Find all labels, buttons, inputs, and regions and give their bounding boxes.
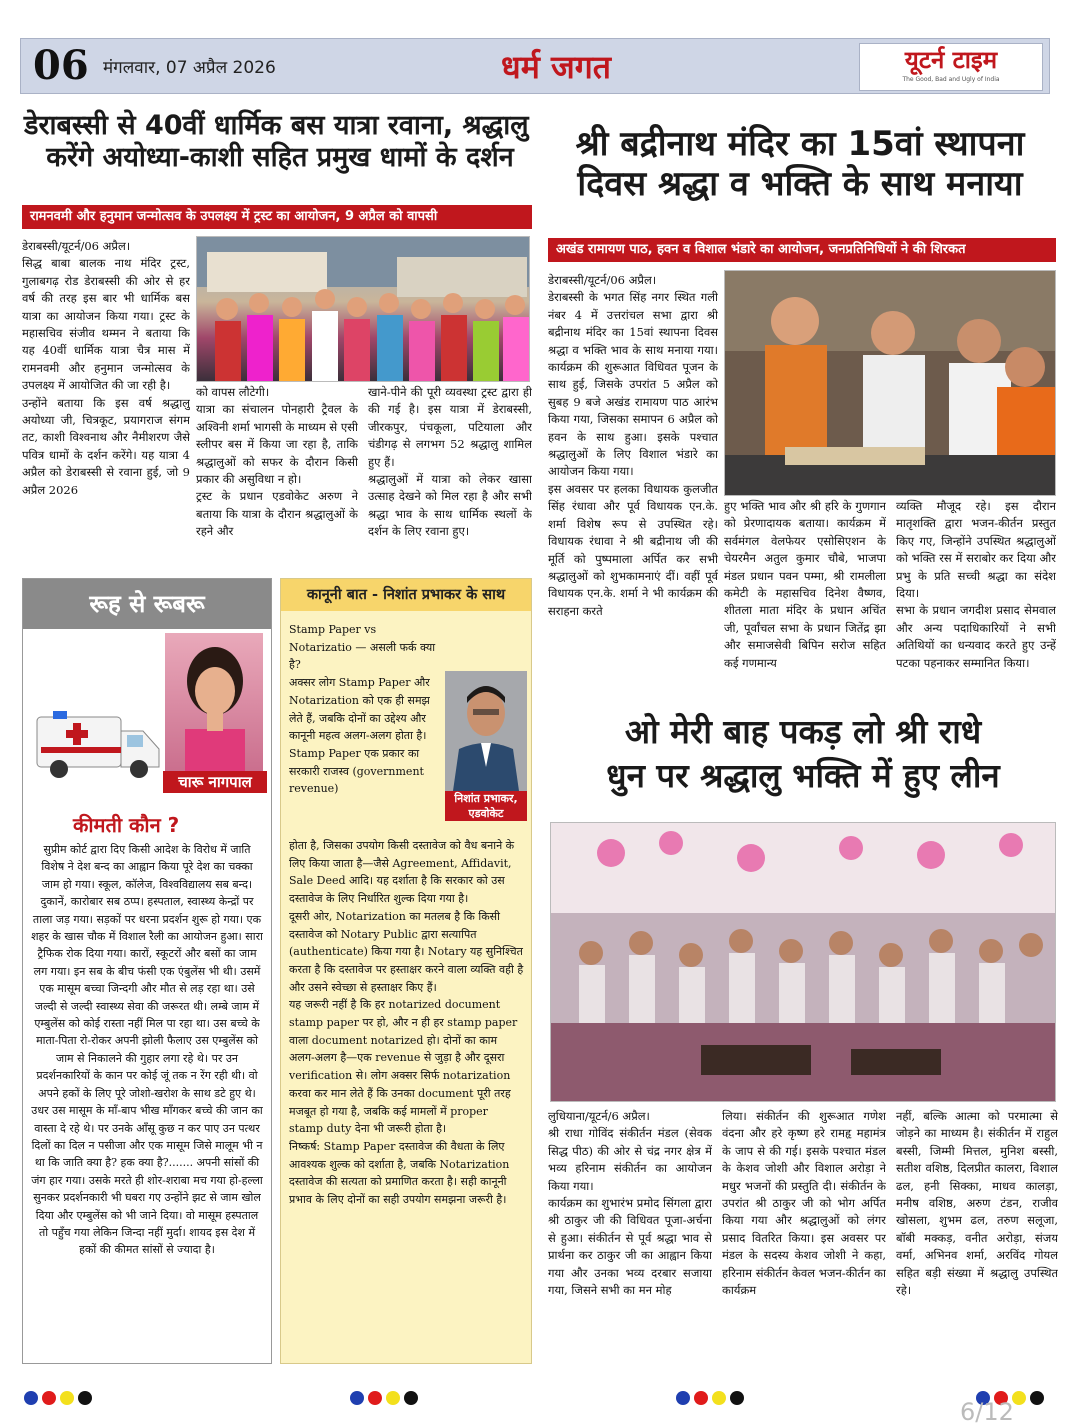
group-photo-illustration xyxy=(197,237,530,382)
issue-date: मंगलवार, 07 अप्रैल 2026 xyxy=(103,58,276,78)
masthead xyxy=(20,38,1050,94)
advocate-photo-caption: निशांत प्रभाकर, एडवोकेट xyxy=(445,791,527,821)
footer-color-dots-1 xyxy=(24,1390,96,1409)
legal-column-header: कानूनी बात - निशांत प्रभाकर के साथ xyxy=(281,579,531,611)
story3-headline-line2: धुन पर श्रद्धालु भक्ति में हुए लीन xyxy=(606,755,1000,795)
sankirtan-photo xyxy=(550,822,1056,1102)
bus-yatra-photo xyxy=(196,236,530,382)
logo-text: यूटर्न टाइम xyxy=(904,46,998,74)
story1-column-2: को वापस लौटेगी। यात्रा का संचालन पोनहारी ट्रैवल के अश्विनी शर्मा भागसी के माध्यम से एसी स्लीपर बस में किया जा रहा है, ताकि श्रद्धालुओं को सफर के दौरान किसी प्रकार की असुविधा न हो। ट्रस्ट के प्रधान एडवोकेट अरुण ने बताया कि यात्रा के दौरान श्रद्धालुओं के रहने और xyxy=(196,385,358,539)
story2-column-2: हुए भक्ति भाव और श्री हरि के गुणगान को प्रेरणादायक बताया। कार्यक्रम में सर्वमंगल वेलफेयर एसोसिएशन के चेयरमैन अतुल कुमार चौबे, भाजपा मंडल प्रधान पवन पम्मा, श्री रामलीला कमेटी के महासचिव दिनेश वैष्णव, शीतला माता मंदिर के प्रधान अचिंत जी, पूर्वांचल सभा के प्रधान जितेंद्र झा और समाजसेवी बिपिन सरोज सहित कई गणमान्य xyxy=(724,499,886,670)
section-title: धर्म जगत xyxy=(501,48,611,86)
story1-headline-line1: डेराबस्सी से 40वीं धार्मिक बस यात्रा रवाना, श्रद्धालु xyxy=(24,110,529,141)
ruh-subhead: कीमती कौन ? xyxy=(73,813,180,837)
ruh-column-title: रूह से रूबरू xyxy=(89,590,205,618)
page-indicator: 6/12 xyxy=(960,1398,1014,1425)
story2-column-1: डेराबस्सी/यूटर्न/06 अप्रैल। डेराबस्सी के भगत सिंह नगर स्थित गली नंबर 4 में उत्तरांचल सभा द्वारा श्री बद्रीनाथ मंदिर का 15वां स्थापना दिवस श्रद्धा व भक्ति भाव के साथ मनाया गया। कार्यक्रम की शुरूआत विधिवत पूजन के साथ हुई, जिसके उपरांत 5 अप्रैल को सुबह 9 बजे अखंड रामायण पाठ आरंभ किया गया, जिसका समापन 6 अप्रैल को हवन के साथ हुआ। इसके पश्चात श्रद्धालुओं के लिए विशाल भंडारे का आयोजन किया गया। इस अवसर पर हलका विधायक कुलजीत सिंह रंधावा और पूर्व विधायक एन.के. शर्मा विशेष रूप से उपस्थित रहे। विधायक रंधावा ने श्री बद्रीनाथ जी की मूर्ति को पुष्पमाला अर्पित कर सभी श्रद्धालुओं को शुभकामनाएं दीं। वहीं पूर्व विधायक एन.के. शर्मा ने भी कार्यक्रम की सराहना करते xyxy=(548,273,718,618)
legal-body-top: Stamp Paper vs Notarizatio — असली फर्क क्या है? अक्सर लोग Stamp Paper और Notarization को एक ही समझ लेते हैं, जबकि दोनों का उद्देश्य और कानूनी महत्व अलग-अलग होता है। Stamp Paper एक प्रकार का सरकारी राजस्व (government revenue) xyxy=(289,623,436,796)
logo-tagline: The Good, Bad and Ugly of India xyxy=(902,76,1000,83)
story3-headline xyxy=(550,710,1056,797)
story1-subhead: रामनवमी और हनुमान जन्मोत्सव के उपलक्ष्य में ट्रस्ट का आयोजन, 9 अप्रैल को वापसी xyxy=(22,205,532,229)
ruh-column-header xyxy=(23,579,271,629)
event-photo-illustration xyxy=(725,271,1056,496)
story1-column-1: डेराबस्सी/यूटर्न/06 अप्रैल। सिद्ध बाबा बालक नाथ मंदिर ट्रस्ट, गुलाबगढ़ रोड डेराबस्सी की ओर से हर वर्ष की तरह इस बार भी धार्मिक बस यात्रा का आयोजन किया गया। ट्रस्ट के महासचिव संजीव थम्मन ने बताया कि यह 40वीं धार्मिक यात्रा चैत्र मास में रामनवमी और हनुमान जन्मोत्सव के उपलक्ष्य में आयोजित की जा रही है। उन्होंने बताया कि इस वर्ष श्रद्धालु अयोध्या जी, चित्रकूट, प्रयागराज संगम तट, काशी विश्वनाथ और नैमीशरण जैसे पवित्र धामों के दर्शन करेंगे। यह यात्रा 4 अप्रैल को डेराबस्सी से रवाना हुई, जो 9 अप्रैल 2026 xyxy=(22,239,190,497)
legal-column xyxy=(280,578,532,1364)
story2-subhead: अखंड रामायण पाठ, हवन व विशाल भंडारे का आयोजन, जनप्रतिनिधियों ने की शिरकत xyxy=(548,238,1056,262)
story2-headline xyxy=(550,124,1050,204)
story2-headline-line2: दिवस श्रद्धा व भक्ति के साथ मनाया xyxy=(577,164,1023,205)
legal-body: होता है, जिसका उपयोग किसी दस्तावेज को वैध बनाने के लिए किया जाता है—जैसे Agreement, Affidavit, Sale Deed आदि। यह दर्शाता है कि सरकार को उस दस्तावेज के लिए निर्धारित शुल्क दिया गया है। दूसरी ओर, Notarization का मतलब है कि किसी दस्तावेज को Notary Public द्वारा सत्यापित (authenticate) किया गया है। Notary यह सुनिश्चित करता है कि दस्तावेज पर हस्ताक्षर करने वाला व्यक्ति वही है और उसने स्वेच्छा से हस्ताक्षर किए हैं। यह जरूरी नहीं है कि हर notarized document stamp paper पर हो, और न ही हर stamp paper वाला document notarized हो। दोनों का काम अलग-अलग है—एक revenue से जुड़ा है और दूसरा verification से। लोग अक्सर सिर्फ notarization करवा कर मान लेते हैं कि उनका document पूरी तरह मजबूत हो गया है, जबकि कई मामलों में proper stamp duty देना भी जरूरी होता है। निष्कर्ष: Stamp Paper दस्तावेज की वैधता के लिए आवश्यक शुल्क को दर्शाता है, जबकि Notarization दस्तावेज की सत्यता को प्रमाणित करता है। सही कानूनी प्रभाव के लिए दोनों का सही उपयोग समझना जरूरी है। xyxy=(289,839,524,1207)
story1-headline xyxy=(24,110,536,174)
sankirtan-photo-illustration xyxy=(551,823,1056,1102)
author-name-tag: चारू नागपाल xyxy=(163,771,267,793)
footer-color-dots-2 xyxy=(350,1390,422,1409)
ambulance-illustration xyxy=(33,707,165,787)
ruh-column xyxy=(22,578,272,1364)
story3-column-3: नहीं, बल्कि आत्मा को परमात्मा से जोड़ने का माध्यम है। संकीर्तन में राहुल बस्सी, जिम्मी मित्तल, मुनिश बस्सी, सतीश वशिष्ठ, दिलप्रीत कालरा, विशाल ढल, हनी सिक्का, माधव कालड़ा, मनीष वशिष्ठ, अरुण टंडन, राजीव खोसला, शुभम ढल, तरुण सलूजा, बॉबी मक्कड़, वनीत अरोड़ा, संजय वर्मा, अभिनव शर्मा, अरविंद गोयल सहित बड़ी संख्या में श्रद्धालु उपस्थित रहे। xyxy=(896,1109,1058,1298)
story1-column-3: खाने-पीने की पूरी व्यवस्था ट्रस्ट द्वारा ही की गई है। इस यात्रा में डेराबस्सी, जीरकपुर, पंचकूला, पटियाला और चंडीगढ़ से लगभग 52 श्रद्धालु शामिल हुए हैं। श्रद्धालुओं में यात्रा को लेकर खासा उत्साह देखने को मिल रहा है और सभी श्रद्धा भाव के साथ धार्मिक स्थलों के दर्शन के लिए रवाना हुए। xyxy=(368,385,532,539)
story3-headline-line1: ओ मेरी बाह पकड़ लो श्री राधे xyxy=(624,712,982,751)
story3-column-2: लिया। संकीर्तन की शुरूआत गणेश वंदना और हरे कृष्ण हरे रामहृ महामंत्र के जाप से की गई। इसके पश्चात मंडल के केशव जोशी और विशाल अरोड़ा ने मधुर भजनों की प्रस्तुति दी। संकीर्तन के उपरांत श्री ठाकुर जी को भोग अर्पित किया गया और श्रद्धालुओं को लंगर प्रसाद वितरित किया। इस अवसर पर मंडल के सदस्य केशव जोशी ने कहा, हरिनाम संकीर्तन केवल भजन-कीर्तन का कार्यक्रम xyxy=(722,1109,886,1298)
story3-column-1: लुधियाना/यूटर्न/6 अप्रैल। श्री राधा गोविंद संकीर्तन मंडल (सेवक सिद्ध पीठ) की ओर से चंद्र नगर क्षेत्र में भव्य हरिनाम संकीर्तन का आयोजन किया गया। कार्यक्रम का शुभारंभ प्रमोद सिंगला द्वारा श्री ठाकुर जी की विधिवत पूजा-अर्चना से हुआ। संकीर्तन से पूर्व श्रद्धा भाव से प्रार्थना कर ठाकुर जी का आह्वान किया गया और उनका भव्य दरबार सजाया गया, जिसने सभी का मन मोह xyxy=(548,1109,712,1298)
page-number: 06 xyxy=(33,42,89,89)
author-portrait xyxy=(165,633,263,783)
story1-headline-line2: करेंगे अयोध्या-काशी सहित प्रमुख धामों के दर्शन xyxy=(46,141,514,173)
badrinath-event-photo xyxy=(724,270,1056,496)
footer-color-dots-3 xyxy=(676,1390,748,1409)
ruh-body: सुप्रीम कोर्ट द्वारा दिए किसी आदेश के विरोध में जाति विशेष ने देश बन्द का आह्वान किया पूरे देश का चक्का जाम हो गया। स्कूल, कॉलेज, विश्वविद्यालय सब बन्द। दुकानें, कारोबार सब ठप्प। हस्पताल, स्वास्थ्य केन्द्रों पर ताला जड़ गया। सड़कों पर धरना प्रदर्शन शुरू हो गया। एक शहर के खास चौक में विशाल रैली का आयोजन हुआ। सारा ट्रैफिक रोक दिया गया। कारों, स्कूटरों और बसों का जाम लग गया। इन सब के बीच फंसी एक एंबुलेंस भी थी। उसमें एक मासूम बच्चा जिन्दगी और मौत से लड़ रहा था। उसे जल्दी से जल्दी स्वास्थ्य सेवा की जरूरत थी। लम्बे जाम में एम्बुलेंस को कोई रास्ता नहीं मिल पा रहा था। उस बच्चे के माता-पिता रो-रोकर अपनी झोली फैलाए उस एम्बुलेंस को जाम से निकालने की गुहार लगा रहे थे। पर उन प्रदर्शनकारियों के कान पर कोई जूं तक न रेंग रही थी। वो अपने हकों के लिए पूरे जोशो-खरोश के साथ डटे हुए थे। उधर उस मासूम के माँ-बाप भीख माँगकर बच्चे की जान का वास्ता दे रहे थे। पर उनके आँसू कुछ न कर पाए उन पत्थर दिलों का दिल न पसीजा और एक मासूम जिसे मालूम भी न था कि जाति क्या है? हक क्या है?....... अपनी सांसों की जंग हार गया। उसके मरते ही शोर-शराबा मच गया हो-हल्ला सुनकर प्रदर्शनकारी भी घबरा गए उन्होंने झट से जाम खोल दिया और एम्बुलेंस को भी जाने दिया। वो मासूम हस्पताल तो पहुँच गया लेकिन जिन्दा नहीं मुर्दा। शायद इस देश में हकों की कीमत सांसों से ज्यादा है। xyxy=(31,843,263,1257)
logo xyxy=(859,43,1043,91)
advocate-photo xyxy=(445,671,527,791)
story2-headline-line1: श्री बद्रीनाथ मंदिर का 15वां स्थापना xyxy=(575,124,1025,164)
story2-column-3: व्यक्ति मौजूद रहे। इस दौरान मातृशक्ति द्वारा भजन-कीर्तन प्रस्तुत किए गए, जिन्होंने उपस्थित श्रद्धालुओं को भक्ति रस में सराबोर कर दिया और प्रभु के प्रति सच्ची श्रद्धा का संदेश दिया। सभा के प्रधान जगदीश प्रसाद सेमवाल और अन्य पदाधिकारियों ने सभी अतिथियों का धन्यवाद करते हुए उन्हें पटका पहनाकर सम्मानित किया। xyxy=(896,499,1056,670)
